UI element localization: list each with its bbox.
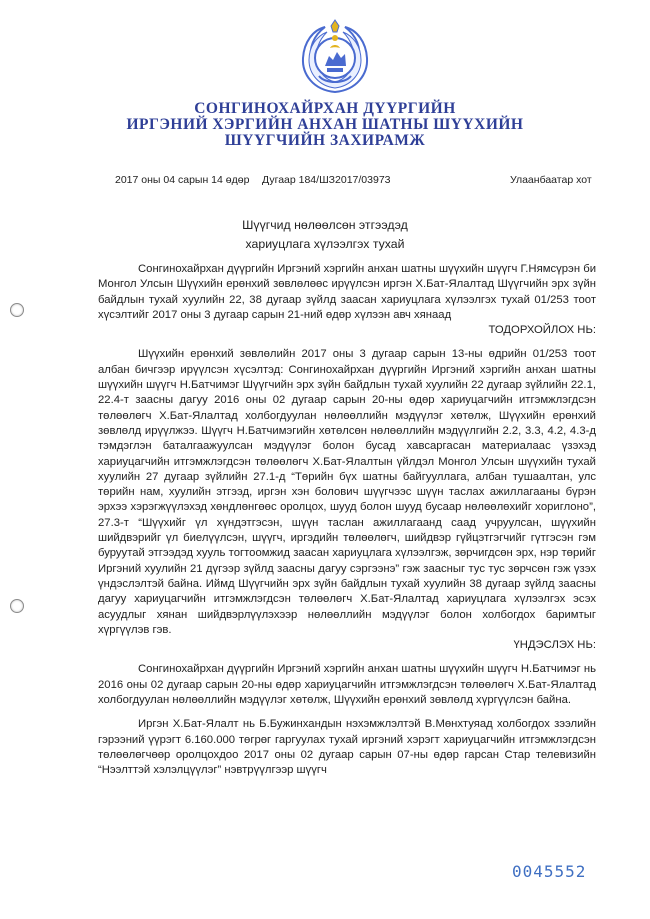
section-heading-findings: ТОДОРХОЙЛОХ НЬ:: [488, 324, 596, 337]
document-header: [0, 101, 650, 149]
punch-hole-top: [10, 303, 24, 317]
state-emblem-icon: [299, 18, 371, 94]
grounds-paragraph-1: Сонгинохайрхан дүүргийн Иргэний хэргийн анхан шатны шүүхийн шүүгч Н.Батчимэг нь 2016 оны 02 дугаар сарын 20-ны өдөр хариуцагчийн итгэмжлэгдсэн төлөөлөгч Х.Бат-Ялалтад холбогдуулан нөлөөллийн мэдүүлэг хөтөлж, Шүүхийн ерөнхий зөвлөлд хүргүүлсэн байна.: [98, 663, 596, 707]
document-city: Улаанбаатар хот: [510, 174, 592, 186]
document-number: Дугаар 184/ШЗ2017/03973: [262, 174, 391, 186]
punch-hole-bottom: [10, 599, 24, 613]
court-name-line1: СОНГИНОХАЙРХАН ДҮҮРГИЙН: [194, 100, 456, 117]
document-date: 2017 оны 04 сарын 14 өдөр: [115, 174, 250, 186]
order-type-line: ШҮҮГЧИЙН ЗАХИРАМЖ: [224, 132, 426, 149]
intro-paragraph: Сонгинохайрхан дүүргийн Иргэний хэргийн анхан шатны шүүхийн шүүгч Г.Нямсүрэн би Монгол Улсын Шүүхийн ерөнхий зөвлөлөөс ирүүлсэн иргэн Х.Бат-Ялалтад Шүүгчийн эрх зүйн байдлын тухай хуулийн 22, 38 дугаар зүйлд заасан хариуцлага хүлээлгэх тухай 01/253 тоот хүсэлтийг 2017 оны 3 дугаар сарын 21-ний өдөр хүлээн авч хянаад: [98, 263, 596, 321]
serial-number-stamp: 0045552: [512, 862, 587, 881]
document-title: [0, 216, 650, 254]
document-body: [98, 262, 596, 779]
section-heading-grounds: ҮНДЭСЛЭХ НЬ:: [513, 639, 596, 652]
title-line1: Шүүгчид нөлөөлсөн этгээдэд: [242, 218, 408, 232]
grounds-paragraph-2: Иргэн Х.Бат-Ялалт нь Б.Бужинхандын нэхэмжлэлтэй В.Мөнхтуяад холбогдох зээлийн гэрээний үүрэгт 6.160.000 төгрөг гаргуулах тухай иргэний хэрэгт хариуцагчийн итгэмжлэгдсэн төлөөлөгчөөр оролцохдоо 2017 оны 02 дугаар сарын 07-ны өдөр гарсан Стар телевизийн “Нээлттэй хэлэлцүүлэг” нэвтрүүлгээр шүүгч: [98, 718, 596, 777]
court-name-line2: ИРГЭНИЙ ХЭРГИЙН АНХАН ШАТНЫ ШҮҮХИЙН: [126, 116, 524, 133]
title-line2: хариуцлага хүлээлгэх тухай: [245, 237, 405, 251]
findings-paragraph: Шүүхийн ерөнхий зөвлөлийн 2017 оны 3 дугаар сарын 13-ны өдрийн 01/253 тоот албан бичгээр ирүүлсэн хүсэлтэд: Сонгинохайрхан дүүргийн Иргэний хэргийн анхан шатны шүүхийн шүүгч Н.Батчимэг Шүүгчийн эрх зүйн байдлын тухай хуулийн 22 дугаар зүйлийн 22.1, 22.4-т заасны дагуу 2016 оны 02 дугаар сарын 20-ны өдөр хариуцагчийн итгэмжлэгдсэн төлөөлөгч Х.Бат-Ялалтад холбогдуулан нөлөөллийн мэдүүлэг хөтөлж, Шүүхийн ерөнхий зөвлөлд ирүүлжээ. Шүүгч Н.Батчимэгийн хөтөлсөн нөлөөллийн мэдүүлгийн 2.2, 3.3, 4.2, 4.3-д тэмдэглэн баталгаажуулсан мэдүүлэг болон бусад хавсаргасан материалаас үзэхэд хариуцагчийн итгэмжлэгдсэн төлөөлөгч Х.Бат-Ялалтын үйлдэл Монгол Улсын шүүхийн тухай хуулийн 27 дугаар зүйлийн 27.1-д “Төрийн бүх шатны байгууллага, албан тушаалтан, улс төрийн нам, хуулийн этгээд, иргэн хэн болович шүүгчээс шүүн таслах ажиллагааны бүрэн эрхээ хэрэгжүүлэхэд хөндлөнгөөс оролцох, шууд болон шууд бусаар нөлөөлөхийг хориглоно”, 27.3-т “Шүүхийг үл хүндэтгэсэн, шүүн таслан ажиллагаанд саад учруулсан, шүүхийн шийдвэрийг үл биелүүлсэн, шүүгч, иргэдийн төлөөлөгч, шийдвэр гүйцэтгэгчийг гүтгэсэн гэм буруутай этгээдэд хууль тогтоомжид заасан хариуцлага хүлээлгэж, зөрчигдсөн эрх, нэр төрийг Иргэний хуулийн 21 дүгээр зүйлд заасны дагуу сэргээнэ” гэж заасныг тус тус зөрчсөн гэж үзэх үндэслэлтэй байна. Иймд Шүүгчийн эрх зүйн байдлын тухай хуулийн 38 дугаар зүйлд заасны дагуу хариуцагчийн итгэмжлэгдсэн төлөөлөгч Х.Бат-Ялалтад хариуцлага хүлээлгэх эсэх асуудлыг хянан шийдвэрлүүлэхээр нөлөөллийн мэдүүлэг болон холбогдох баримтыг хүргүүлэв гэв.: [98, 348, 596, 636]
